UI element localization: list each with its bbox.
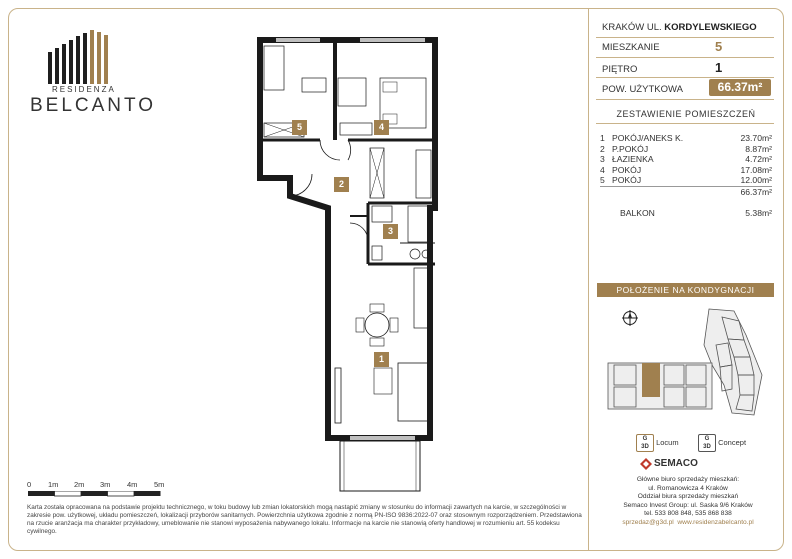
- plan-label-4: 4: [374, 120, 389, 135]
- room-area: 23.70m²: [740, 133, 772, 143]
- row-line: [596, 99, 774, 100]
- room-name: POKÓJ/ANEKS K.: [612, 133, 684, 143]
- scale-bar: [28, 491, 168, 497]
- balkon-area: 5.38m²: [745, 207, 772, 218]
- plan-label-2: 2: [334, 177, 349, 192]
- room-name: POKÓJ: [612, 164, 642, 175]
- www-link[interactable]: www.residenzabelcanto.pl: [677, 518, 754, 526]
- room-number: 3: [600, 154, 605, 164]
- table-row: [600, 133, 772, 144]
- pow-label: POW. UŻYTKOWA: [602, 84, 683, 95]
- disclaimer: Karta została opracowana na podstawie projektu technicznego, w toku budowy lub zmian lokatorskich mogą nastąpić zmiany w stosunku do informacji zawartych na karcie, w szczególności w zakresie pow. użytkowej, układu pomieszczeń, lokalizacji przyborów sanitarnych. Powierzchnia użytkowa zgodnie z normą PN-ISO 9836:2022-07 oraz stosownym rozporządzeniem. Przedstawiona na rzucie aranżacja ma charakter przykładowy, umeblowanie nie stanowi wyposażenia nabywanego lokalu. Informacje na karcie nie stanowią oferty handlowej w rozumieniu art. 55 kodeksu cywilnego.: [27, 504, 582, 536]
- contact-line: tel. 533 808 848, 535 868 838: [644, 510, 732, 518]
- row-line: [596, 57, 774, 58]
- contact-line: Główne biuro sprzedaży mieszkań:: [636, 476, 740, 483]
- plan-label-3: 3: [383, 224, 398, 239]
- contact-line: Semaco Invest Group: ul. Saska 9/6 Kraków: [623, 501, 753, 509]
- scale-label: 5m: [154, 480, 165, 489]
- pietro-label: PIĘTRO: [602, 64, 638, 75]
- room-number: 5: [600, 175, 605, 185]
- rooms-table: [600, 133, 772, 218]
- table-row: [600, 154, 772, 165]
- panel-divider: [588, 8, 589, 551]
- address: [602, 22, 757, 33]
- balkon-label: BALKON: [620, 207, 655, 218]
- room-area: 12.00m²: [740, 175, 772, 185]
- table-row: [600, 175, 772, 186]
- plan-label-1: 1: [374, 352, 389, 367]
- g3d-icon: G 3D: [698, 434, 716, 452]
- g3d-icon: G 3D: [636, 434, 654, 452]
- balkon-row: [600, 208, 772, 219]
- pow-value: 66.37m²: [709, 79, 771, 96]
- row-line: [596, 37, 774, 38]
- scale-label: 0: [27, 480, 32, 489]
- room-area: 4.72m²: [745, 154, 772, 164]
- room-number: 2: [600, 143, 605, 154]
- semaco-name: SEMACO: [654, 458, 698, 469]
- mieszkanie-value: 5: [715, 39, 723, 54]
- semaco-logo-icon: [640, 458, 652, 470]
- rooms-title: ZESTAWIENIE POMIESZCZEŃ: [616, 109, 756, 119]
- room-number: 1: [600, 133, 605, 143]
- scale-label: 3m: [100, 480, 111, 489]
- address-prefix: KRAKÓW UL.: [602, 22, 662, 33]
- floor-plan: [240, 28, 450, 493]
- concept-badge: [698, 433, 746, 453]
- total-area: 66.37m²: [723, 186, 772, 197]
- email-link[interactable]: sprzedaz@g3d.pl: [622, 518, 674, 526]
- contact-line: ul. Romanowicza 4 Kraków: [648, 484, 728, 492]
- brand-small: RESIDENZA: [52, 85, 116, 94]
- total-row: [600, 186, 772, 197]
- mieszkanie-label: MIESZKANIE: [602, 42, 660, 53]
- row-line: [596, 77, 774, 78]
- room-number: 4: [600, 164, 605, 175]
- table-row: [600, 144, 772, 155]
- scale-label: 4m: [127, 480, 138, 489]
- contact-line: Oddział biura sprzedaży mieszkań: [637, 493, 739, 501]
- scale-label: 2m: [74, 480, 85, 489]
- concept-label: Concept: [718, 438, 747, 447]
- room-name: ŁAZIENKA: [612, 154, 654, 164]
- table-row: [600, 165, 772, 176]
- contact-block: [600, 476, 776, 528]
- locum-label: Locum: [656, 438, 679, 447]
- room-name: P.POKÓJ: [612, 143, 649, 154]
- plan-label-5: 5: [292, 120, 307, 135]
- address-street: KORDYLEWSKIEGO: [664, 22, 757, 33]
- brand-big: BELCANTO: [30, 95, 157, 116]
- row-line: [596, 123, 774, 124]
- locum-badge: [636, 433, 679, 453]
- room-area: 8.87m²: [745, 143, 772, 154]
- belcanto-logo-icon: [28, 30, 148, 84]
- key-plan: [604, 305, 774, 417]
- room-name: POKÓJ: [612, 175, 642, 185]
- kondygnacja-title: POŁOŻENIE NA KONDYGNACJI: [597, 283, 774, 297]
- pietro-value: 1: [715, 60, 723, 75]
- room-area: 17.08m²: [740, 164, 772, 175]
- scale-label: 1m: [48, 480, 59, 489]
